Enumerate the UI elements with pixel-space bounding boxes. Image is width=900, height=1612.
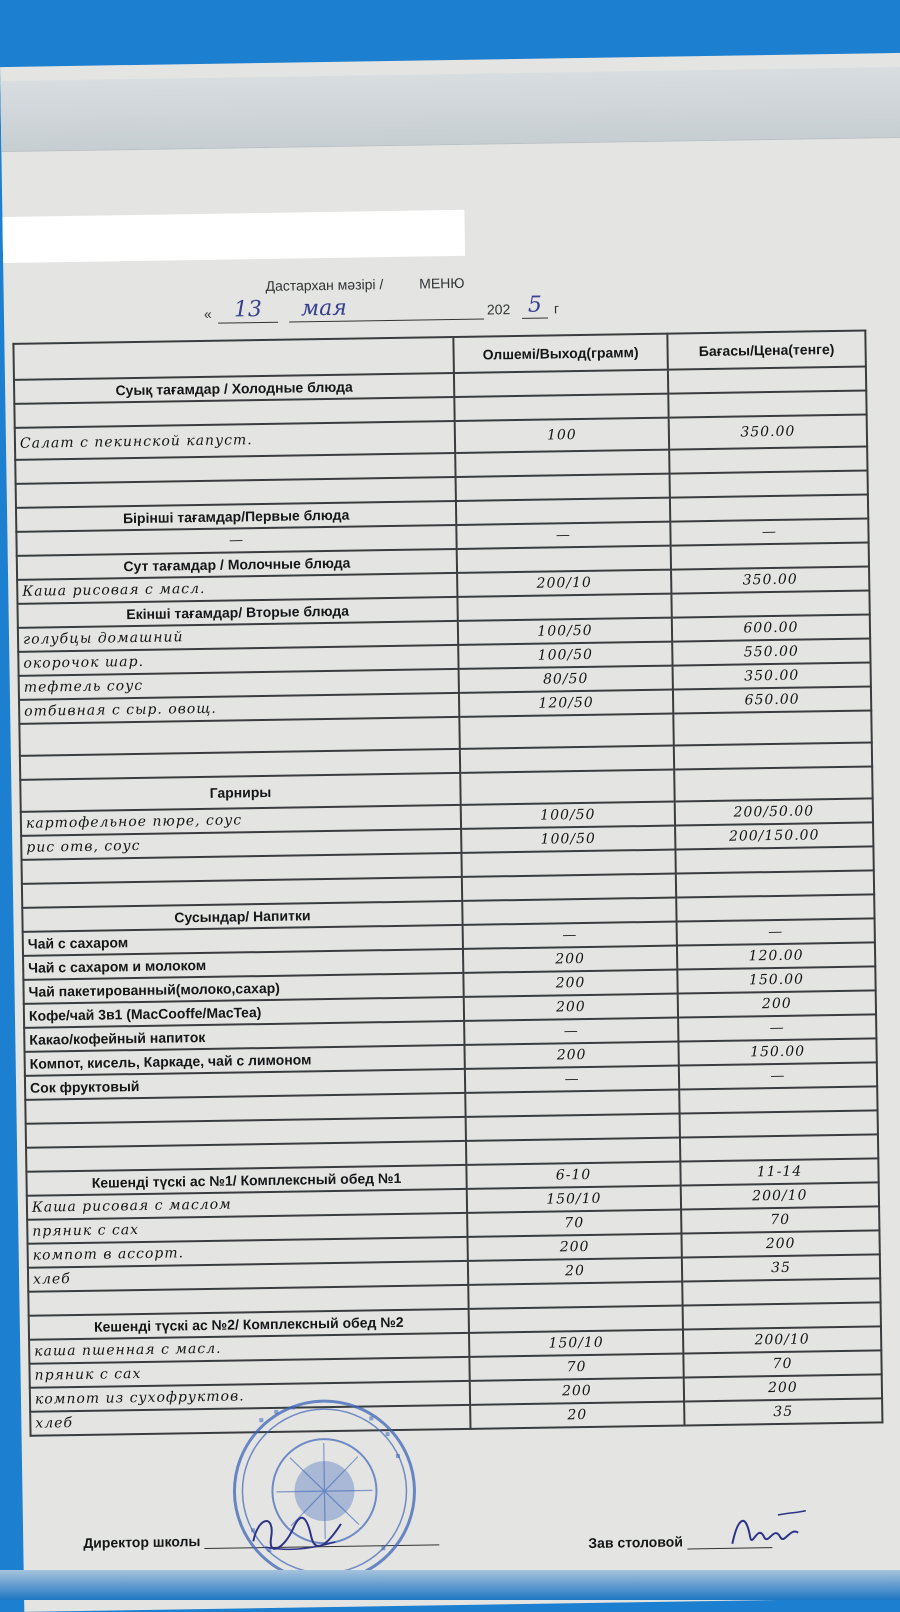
item-price: 70	[681, 1206, 879, 1233]
item-name: голубцы домашний	[18, 621, 458, 652]
item-price: 200/50.00	[675, 798, 873, 825]
section-lunch2: Кешенді түскі ас №2/ Комплексный обед №2	[29, 1309, 469, 1340]
section-drinks: Сусындар/ Напитки	[22, 901, 462, 932]
item-name: Каша рисовая с маслом	[27, 1189, 467, 1220]
item-weight: 200	[464, 1042, 678, 1069]
item-weight: 70	[469, 1353, 683, 1380]
item-weight: —	[463, 922, 677, 949]
item-weight: 200	[463, 946, 677, 973]
item-name: хлеб	[28, 1261, 468, 1292]
col-price-header: Бағасы/Цена(тенге)	[667, 331, 866, 370]
item-name: —	[16, 525, 456, 556]
item-weight: 200/10	[457, 570, 671, 597]
item-price: —	[678, 1014, 876, 1041]
item-weight: 70	[467, 1210, 681, 1237]
section-first: Бірінші тағамдар/Первые блюда	[16, 501, 456, 532]
item-price: 200	[681, 1230, 879, 1257]
item-weight: 80/50	[459, 666, 673, 693]
section-lunch1: Кешенді түскі ас №1/ Комплексный обед №1	[26, 1165, 466, 1196]
item-name: Сок фруктовый	[25, 1069, 465, 1100]
item-name: каша пшенная с масл.	[29, 1333, 469, 1364]
title-ru: МЕНЮ	[419, 274, 465, 292]
item-price: 70	[683, 1350, 881, 1377]
item-name: картофельное пюре, соус	[21, 805, 461, 836]
item-weight: 100/50	[458, 618, 672, 645]
director-label: Директор школы	[83, 1533, 201, 1551]
item-weight: 150/10	[469, 1329, 683, 1356]
item-name: Чай с сахаром и молоком	[23, 949, 463, 980]
canteen-signature-icon	[728, 1507, 809, 1553]
date-year-suffix: г	[553, 300, 560, 317]
item-name: окорочок шар.	[18, 645, 458, 676]
title-kz: Дастархан мәзірі /	[265, 276, 384, 294]
item-price: 35	[684, 1398, 882, 1425]
menu-sheet	[0, 53, 900, 1612]
item-price: 650.00	[673, 686, 871, 713]
item-price: 350.00	[669, 414, 867, 449]
item-weight: 100/50	[458, 642, 672, 669]
item-price: 200/150.00	[675, 822, 873, 849]
item-price: 600.00	[672, 614, 870, 641]
item-weight: 100/50	[461, 802, 675, 829]
item-weight: 200	[464, 994, 678, 1021]
item-name: Салат с пекинской капуст.	[15, 421, 455, 460]
item-name: Каша рисовая с масл.	[17, 573, 457, 604]
date-year-digit: 5	[522, 292, 548, 318]
date-month: мая	[289, 293, 484, 322]
director-signature-icon	[245, 1506, 346, 1558]
desk-background	[0, 1570, 900, 1600]
date-year-prefix: 202	[486, 301, 511, 318]
item-name: компот из сухофруктов.	[30, 1381, 470, 1412]
item-name: Какао/кофейный напиток	[24, 1021, 464, 1052]
item-name: пряник с сах	[27, 1213, 467, 1244]
item-weight: —	[464, 1018, 678, 1045]
item-price: —	[677, 918, 875, 945]
menu-table	[12, 329, 883, 1436]
item-name: Чай пакетированный(молоко,сахар)	[23, 973, 463, 1004]
item-price: —	[679, 1062, 877, 1089]
item-name: компот в ассорт.	[28, 1237, 468, 1268]
item-weight: 20	[468, 1258, 682, 1285]
item-weight: 150/10	[467, 1186, 681, 1213]
item-name: хлеб	[30, 1405, 470, 1436]
canteen-label: Зав столовой	[588, 1533, 683, 1552]
item-name: рис отв, соус	[21, 829, 461, 860]
item-price: 550.00	[672, 638, 870, 665]
item-weight: 20	[470, 1401, 684, 1428]
item-price: 200/10	[681, 1182, 879, 1209]
date-quote: «	[203, 305, 212, 322]
plastic-sleeve	[0, 67, 900, 152]
item-weight: 200	[463, 970, 677, 997]
item-name: тефтель соус	[19, 669, 459, 700]
item-price: 200	[684, 1374, 882, 1401]
section-dairy: Сут тағамдар / Молочные блюда	[17, 549, 457, 580]
item-weight: 100	[455, 418, 669, 453]
item-name: пряник с сах	[29, 1357, 469, 1388]
item-name: Компот, кисель, Каркаде, чай с лимоном	[25, 1045, 465, 1076]
school-stamp-icon	[229, 1396, 420, 1587]
item-weight: 200	[470, 1377, 684, 1404]
item-weight: —	[465, 1066, 679, 1093]
section-cold: Суық тағамдар / Холодные блюда	[14, 373, 454, 404]
item-price: 200/10	[683, 1326, 881, 1353]
section-second: Екінші тағамдар/ Вторые блюда	[17, 597, 457, 628]
item-weight: 200	[467, 1234, 681, 1261]
item-name: отбивная с сыр. овощ.	[19, 693, 459, 724]
item-weight: —	[456, 522, 670, 549]
item-price: 350.00	[673, 662, 871, 689]
item-price: 150.00	[677, 966, 875, 993]
item-price: 150.00	[678, 1038, 876, 1065]
item-name: Кофе/чай 3в1 (MacCooffe/MacTea)	[24, 997, 464, 1028]
item-weight: 120/50	[459, 690, 673, 717]
item-price: —	[670, 518, 868, 545]
col-weight-header: Олшемі/Выход(грамм)	[453, 334, 668, 373]
date-day: 13	[218, 297, 278, 324]
menu-title	[265, 275, 464, 294]
item-price: 35	[682, 1254, 880, 1281]
lunch1-time-a: 6-10	[466, 1162, 680, 1189]
section-garnish: Гарниры	[20, 773, 460, 812]
item-price: 120.00	[677, 942, 875, 969]
item-price: 200	[678, 990, 876, 1017]
item-name: Чай с сахаром	[23, 925, 463, 956]
menu-date	[204, 294, 584, 330]
redacted-area	[2, 210, 465, 263]
lunch1-time-b: 11-14	[680, 1158, 878, 1185]
item-price: 350.00	[671, 566, 869, 593]
item-weight: 100/50	[461, 826, 675, 853]
